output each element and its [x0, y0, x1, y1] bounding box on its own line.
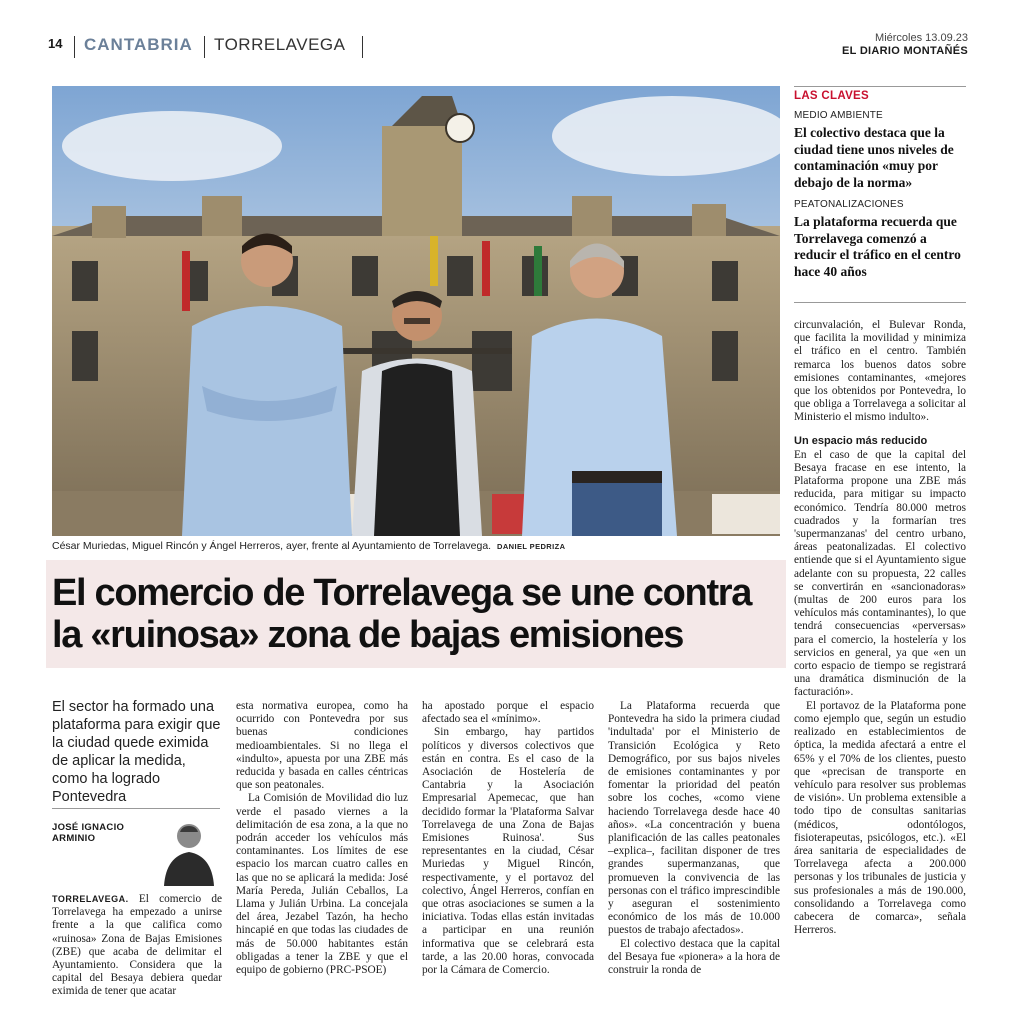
- section-subhead: Un espacio más reducido: [794, 434, 928, 447]
- body-paragraph: circunvalación, el Bulevar Ronda, que facilita la movilidad y minimiza el tráfico en el centro. También remarca los buenos datos sobre emisiones contaminantes, «mejores que los obtenidos por Pontevedra, lo que obliga a Torrelavega a solicitar al Ministerio el mismo indulto».: [794, 319, 966, 424]
- header-divider: [362, 36, 363, 58]
- author-byline: JOSÉ IGNACIO ARMINIO: [52, 822, 125, 844]
- newspaper-name: EL DIARIO MONTAÑÉS: [842, 45, 968, 57]
- body-text: El comercio de Torrelavega ha empezado a unirse frente a la que califica como «ruinosa» Zona de Bajas Emisiones (ZBE) que acaba de delimitar el Ayuntamiento. Considera que la capital del Besaya debiera quedar eximida de tener que acatar: [52, 893, 222, 998]
- body-column-4: [608, 700, 780, 977]
- caption-text: César Muriedas, Miguel Rincón y Ángel Herreros, ayer, frente al Ayuntamiento de Torrelavega.: [52, 540, 492, 552]
- body-column-5: [794, 319, 966, 937]
- subsection-name: TORRELAVEGA: [214, 35, 346, 54]
- body-paragraph: ha apostado porque el espacio afectado sea el «mínimo».: [422, 700, 594, 726]
- main-photo: [52, 86, 780, 536]
- body-paragraph: El colectivo destaca que la capital del Besaya fue «pionera» a la hora de construir la ronda de: [608, 937, 780, 977]
- photo-caption: [52, 540, 780, 552]
- body-paragraph: El portavoz de la Plataforma pone como ejemplo que, según un estudio realizado en establecimientos de óptica, la medida afectará a entre el 65% y el 70% de los clientes, puesto que «precisan de transporte en vehículo para resolver sus problemas de visión». Un problema extensible a todo tipo de consultas sanitarias (médicos, odontólogos, fisioterapeutas, psicólogos, etc.). «El área sanitaria de especialidades de Torrelavega afecta a 200.000 personas y los tribunales de justicia y sus profesionales a más de 190.000, consolidando a Torrelavega como cabecera de comarca», señala Herreros.: [794, 699, 966, 937]
- header-divider: [74, 36, 75, 58]
- body-paragraph: En el caso de que la capital del Besaya fracase en ese intento, la Plataforma propone una ZBE más reducida, para mitigar su impacto económico. Tendría 80.000 metros cuadrados y la formarían tres 'supermanzanas' del centro urbano, áreas peatonalizadas. El colectivo entiende que si el Ayuntamiento sigue adelante con su propuesta, 22 calles se convertirán en «sancionadoras» (multas de 200 euros para los vehículos más contaminantes), lo que tendrá consecuencias «perversas» para el comercio, la hostelería y los servicios en general, ya que «en un corto espacio de tiempo se registrará una dramática disminución de la facturación».: [794, 448, 966, 699]
- body-column-3: [422, 700, 594, 977]
- sidebar-item-text: La plataforma recuerda que Torrelavega comenzó a reducir el tráfico en el centro hace 40 años: [794, 214, 961, 279]
- dateline: TORRELAVEGA.: [52, 894, 129, 904]
- headline: [52, 572, 792, 656]
- body-paragraph: La Plataforma recuerda que Pontevedra ha sido la primera ciudad 'indultada' por el Ministerio de Transición Ecológica y Reto Demográfico, por sus bajos niveles de emisiones contaminantes y por fomentar la prioridad del peatón sobre los coches, «como viene haciendo Torrelavega desde hace 40 años». «La concentración y buena planificación de las calles peatonales –explica–, facilitan disponer de tres grandes supermanzanas, que promueven la convivencia de las personas con el tráfico imprescindible y aseguran el sostenimiento económico de los más de 10.000 puestos de trabajo afectados».: [608, 700, 780, 937]
- page-header: [48, 32, 968, 62]
- sidebar-item-text: El colectivo destaca que la ciudad tiene unos niveles de contaminación «muy por debajo de la norma»: [794, 125, 954, 190]
- sidebar-title: LAS CLAVES: [794, 90, 869, 102]
- sidebar-item-label: PEATONALIZACIONES: [794, 199, 904, 210]
- section-name: CANTABRIA: [84, 35, 193, 54]
- sidebar-item-label: MEDIO AMBIENTE: [794, 110, 883, 121]
- headline-line-1: El comercio de Torrelavega se une contra: [52, 572, 752, 614]
- key-points-sidebar: [794, 86, 966, 280]
- article-subtitle: El sector ha formado una plataforma para exigir que la ciudad quede eximida de aplicar la medida, como ha logrado Pontevedra: [52, 699, 221, 805]
- body-column-2: [236, 700, 408, 977]
- body-paragraph: [52, 893, 222, 999]
- page-number: 14: [48, 36, 63, 51]
- author-portrait: [158, 814, 220, 886]
- body-paragraph: Sin embargo, hay partidos políticos y diversos colectivos que están en contra. Es el caso de la Asociación de Hostelería de Cantabria y la Asociación Empresarial Apemecac, que han decidido formar la 'Plataforma Salvar Torrelavega de una Zona de Bajas Emisiones Ruinosa'. Sus representantes en la ciudad, César Muriedas y Miguel Rincón, respectivamente, y el portavoz del colectivo, Ángel Herreros, confían en que otras asociaciones se sumen a la iniciativa. Todas ellas están invitadas a participar en una reunión informativa que se celebrará esta tarde, a las 20.00 horas, convocada por la Cámara de Comercio.: [422, 726, 594, 977]
- byline-divider: [52, 808, 220, 809]
- body-paragraph: esta normativa europea, como ha ocurrido con Pontevedra por sus buenas condiciones medioambientales. Si no llega el «indulto», apuesta por una ZBE más reducida y basada en calles céntricas que son peatonales.: [236, 700, 408, 792]
- header-divider: [204, 36, 205, 58]
- issue-date: Miércoles 13.09.23: [875, 32, 968, 44]
- sidebar-divider: [794, 302, 966, 303]
- photo-credit: DANIEL PEDRIZA: [497, 542, 566, 551]
- headline-line-2: la «ruinosa» zona de bajas emisiones: [52, 614, 684, 656]
- body-paragraph: La Comisión de Movilidad dio luz verde el pasado viernes a la delimitación de esa zona, a la que no podrán acceder los vehículos más contaminantes. Los límites de ese espacio los marcan cuatro calles en las que no se aplicará la medida: José María Pereda, Julián Ceballos, La Llama y Julián Urbina. La concejala del área, Jezabel Tazón, ha hecho hincapié en que todas las ciudades de más de 50.000 habitantes están obligadas a tener la ZBE y que el equipo de gobierno (PRC-PSOE): [236, 792, 408, 977]
- body-column-1: [52, 893, 222, 999]
